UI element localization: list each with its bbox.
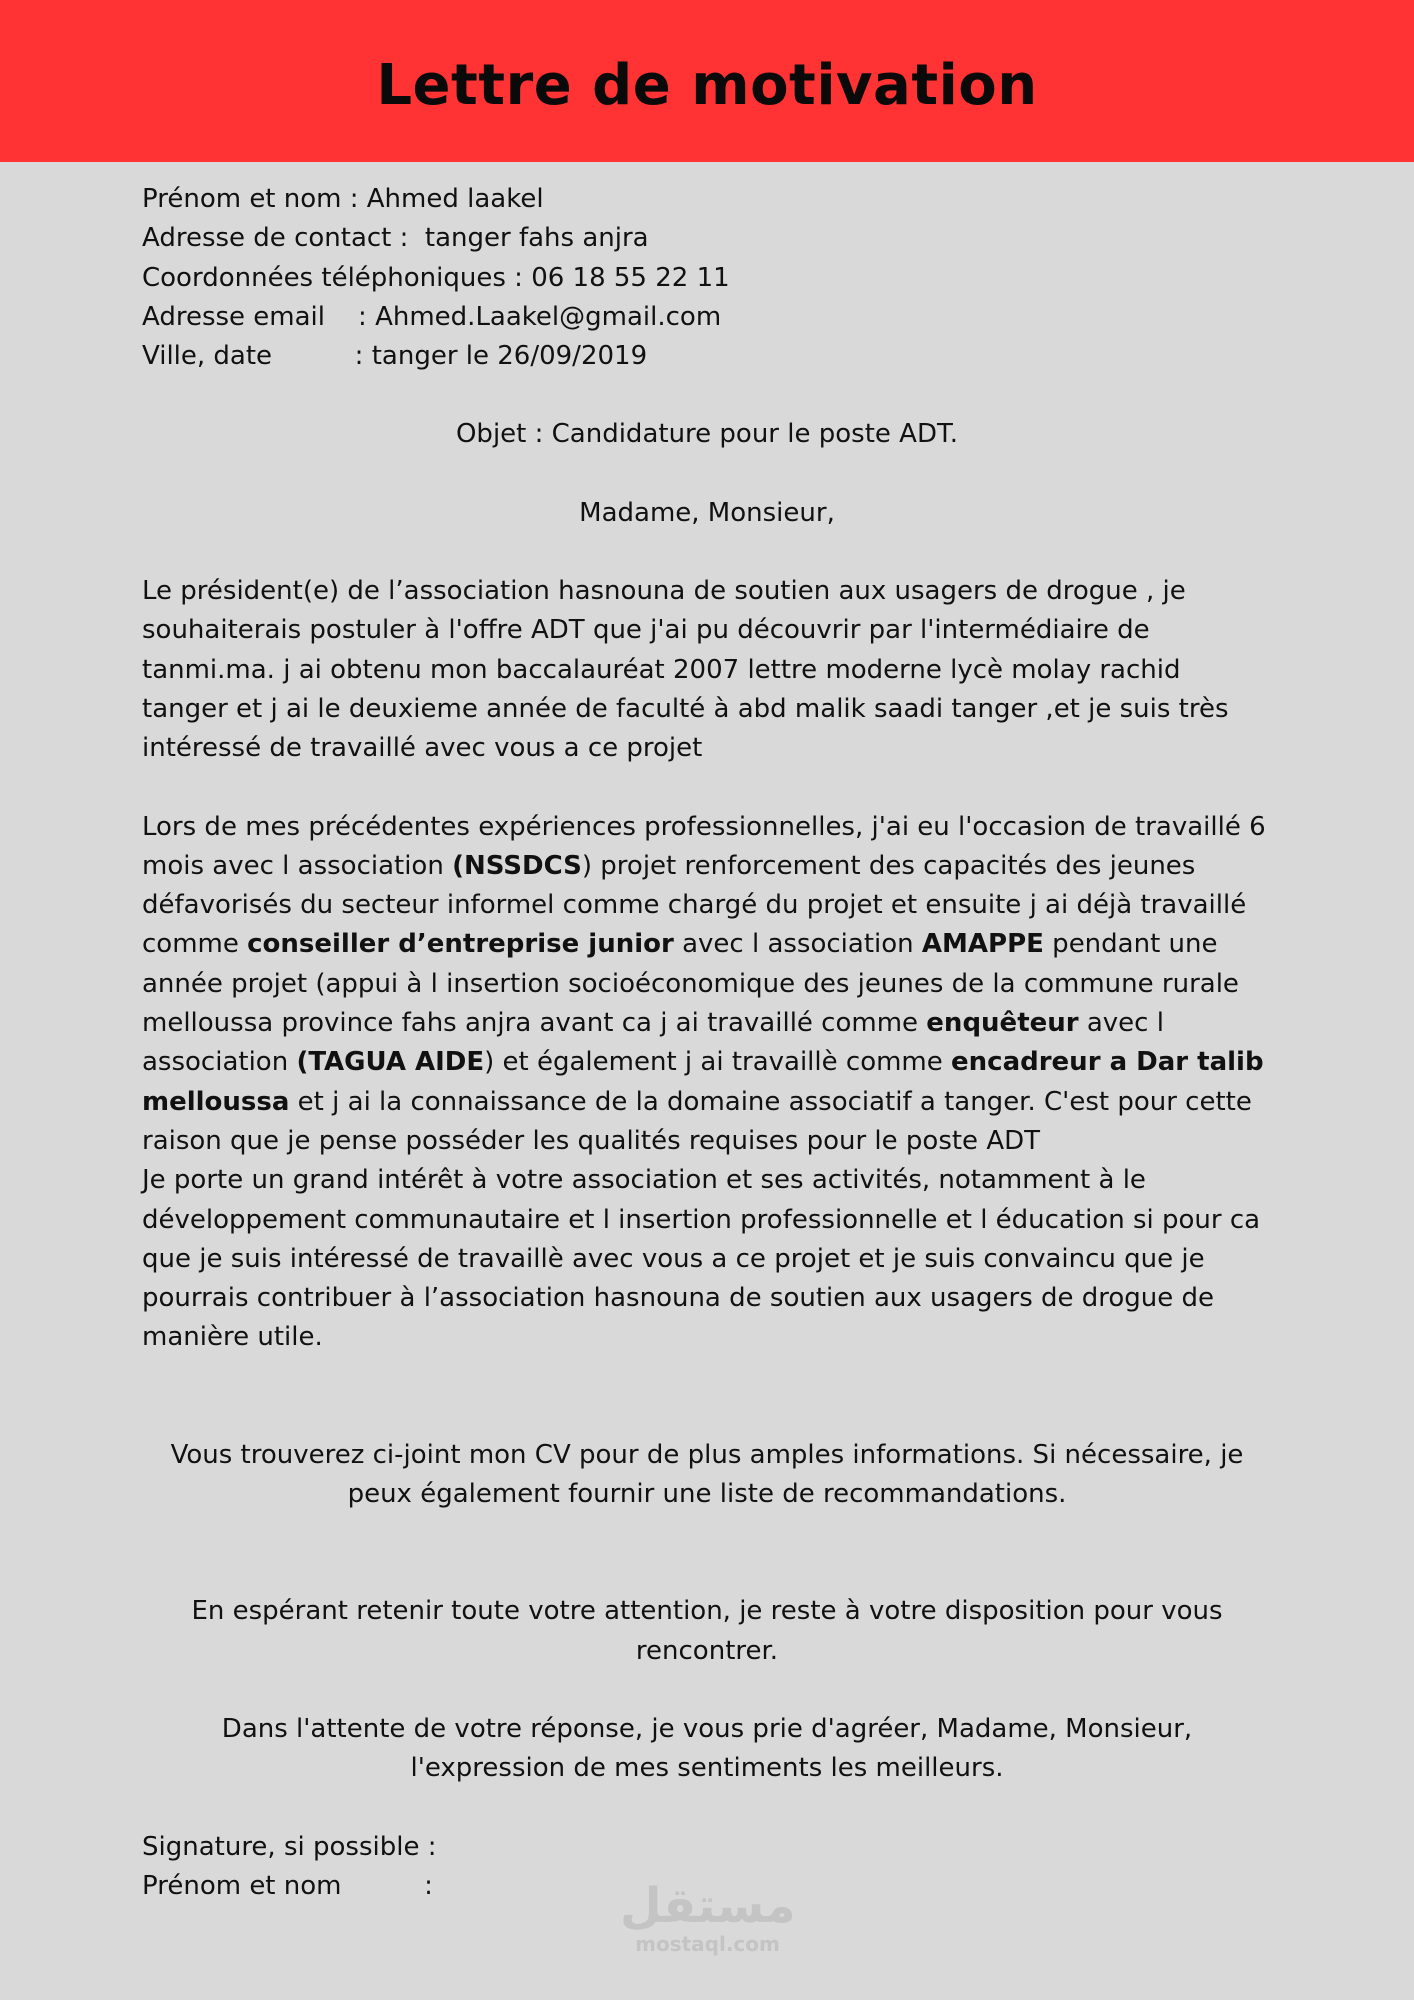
contact-city-date: Ville, date : tanger le 26/09/2019 bbox=[142, 341, 648, 372]
spacer bbox=[142, 455, 1272, 494]
paragraph-experience bbox=[142, 808, 1272, 1162]
paragraph-intro: Le président(e) de l’association hasnouna de soutien aux usagers de drogue , je souhaiterais postuler à l'offre ADT que j'ai pu découvrir par l'intermédiaire de tanmi.ma. j ai obtenu mon baccalauréat 2007 lettre moderne lycè molay rachid tanger et j ai le deuxieme année de faculté à abd malik saadi tanger ,et je suis très intéressé de travaillé avec vous a ce projet bbox=[142, 576, 1229, 764]
contact-email: Adresse email : Ahmed.Laakel@gmail.com bbox=[142, 301, 722, 332]
experience-text: avec l association bbox=[673, 929, 922, 960]
experience-text: pendant une année projet (appui à l insertion socioéconomique des jeunes de la commune rurale melloussa province fahs anjra avant ca j ai travaillé comme bbox=[142, 929, 1239, 1039]
experience-bold: (TAGUA AIDE bbox=[296, 1047, 485, 1078]
spacer bbox=[142, 1358, 1272, 1436]
letter-object: Objet : Candidature pour le poste ADT. bbox=[455, 419, 959, 450]
experience-text: ) et également j ai travaillè comme bbox=[484, 1047, 952, 1078]
spacer bbox=[142, 1671, 1272, 1710]
watermark-logo bbox=[620, 1880, 795, 1956]
experience-bold: encadreur a Dar talib melloussa bbox=[142, 1047, 1264, 1117]
experience-bold: enquêteur bbox=[926, 1008, 1079, 1039]
title-banner bbox=[0, 0, 1414, 162]
paragraph-closing: En espérant retenir toute votre attention, je reste à votre disposition pour vous rencontrer. bbox=[191, 1596, 1223, 1666]
spacer bbox=[142, 1514, 1272, 1592]
paragraph-cv-note: Vous trouverez ci-joint mon CV pour de plus amples informations. Si nécessaire, je peux également fournir une liste de recommandations. bbox=[170, 1439, 1244, 1510]
experience-bold: conseiller d’entreprise junior bbox=[247, 929, 674, 960]
signature-name-label: Prénom et nom : bbox=[142, 1870, 433, 1901]
experience-bold: (NSSDCS bbox=[452, 850, 582, 881]
paragraph-regards: Dans l'attente de votre réponse, je vous prie d'agréer, Madame, Monsieur, l'expression de mes sentiments les meilleurs. bbox=[221, 1713, 1193, 1784]
page-title: Lettre de motivation bbox=[376, 52, 1038, 118]
experience-bold: AMAPPE bbox=[921, 929, 1044, 960]
contact-address: Adresse de contact : tanger fahs anjra bbox=[142, 223, 649, 254]
experience-text: avec l association bbox=[142, 1008, 1164, 1078]
letter-salutation: Madame, Monsieur, bbox=[579, 497, 835, 528]
contact-phone: Coordonnées téléphoniques : 06 18 55 22 11 bbox=[142, 262, 730, 293]
experience-text: ) projet renforcement des capacités des jeunes défavorisés du secteur informel comme chargé du projet et ensuite j ai déjà travaillé comme bbox=[142, 850, 1247, 960]
watermark-glyph: مستقل bbox=[620, 1878, 796, 1934]
contact-name: Prénom et nom : Ahmed laakel bbox=[142, 184, 544, 214]
signature-label: Signature, si possible : bbox=[142, 1831, 437, 1862]
spacer bbox=[142, 376, 1272, 415]
spacer bbox=[142, 533, 1272, 572]
watermark-url: mostaql.com bbox=[635, 1932, 780, 1956]
letter-body bbox=[142, 180, 1272, 1906]
spacer bbox=[142, 1789, 1272, 1828]
experience-text: Lors de mes précédentes expériences professionnelles, j'ai eu l'occasion de travaillé 6 mois avec l association bbox=[142, 811, 1266, 881]
contact-block bbox=[142, 180, 1272, 376]
paragraph-interest: Je porte un grand intérêt à votre association et ses activités, notamment à le développement communautaire et l insertion professionnelle et l éducation si pour ca que je suis intéressé de travaillè avec vous a ce projet et je suis convaincu que je pourrais contribuer à l’association hasnouna de soutien aux usagers de drogue de manière utile. bbox=[142, 1165, 1261, 1353]
experience-text: et j ai la connaissance de la domaine associatif a tanger. C'est pour cette raison que je pense posséder les qualités requises pour le poste ADT bbox=[142, 1086, 1252, 1156]
spacer bbox=[142, 769, 1272, 808]
